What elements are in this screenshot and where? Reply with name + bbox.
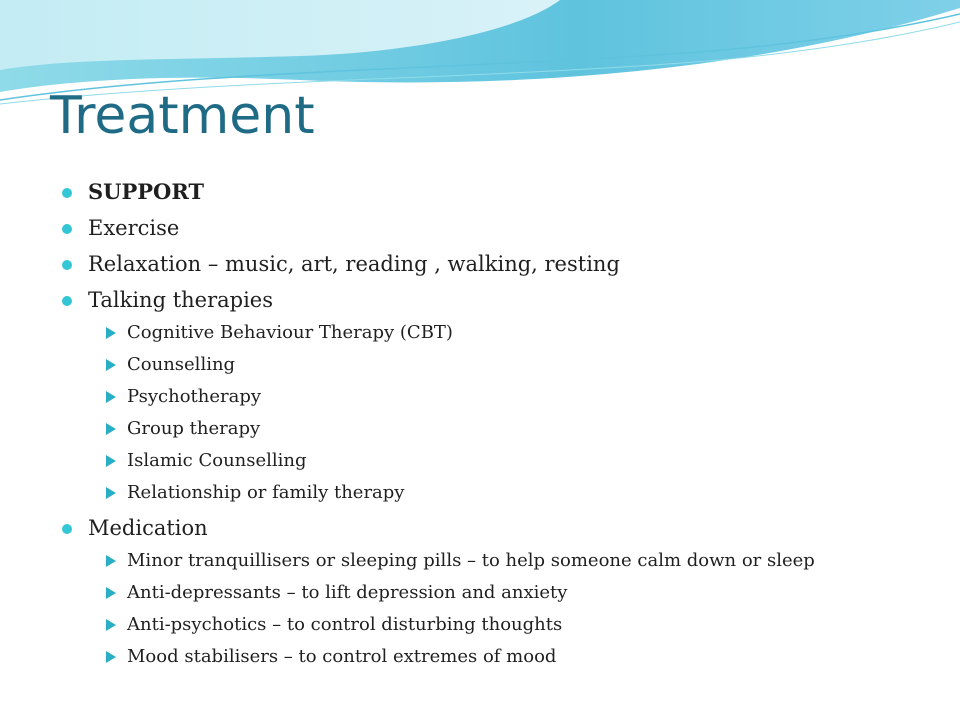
list-item-exercise <box>60 214 920 242</box>
bullet-icon <box>62 296 72 306</box>
sub-list-item <box>106 646 860 668</box>
arrow-bullet-icon <box>106 555 116 567</box>
arrow-bullet-icon <box>106 327 116 339</box>
sub-list-item <box>106 322 920 344</box>
list-item-label: Relaxation – music, art, reading , walking, resting <box>88 252 620 276</box>
sub-list-item-label: Counselling <box>127 354 236 375</box>
sub-list-item-label: Mood stabilisers – to control extremes of mood <box>127 646 557 667</box>
list-item-label: Talking therapies <box>88 288 274 312</box>
sub-list-item <box>106 614 860 636</box>
arrow-bullet-icon <box>106 423 116 435</box>
list-item-support <box>60 178 920 206</box>
list-item-label: SUPPORT <box>88 179 205 204</box>
sub-list-item <box>106 550 860 572</box>
bullet-icon <box>62 224 72 234</box>
list-item-label: Exercise <box>88 216 180 240</box>
bullet-icon <box>62 260 72 270</box>
sub-list-item <box>106 418 920 440</box>
sub-list-item-label: Anti-psychotics – to control disturbing thoughts <box>127 614 563 635</box>
page-title: Treatment <box>50 86 315 146</box>
sub-list-item-label: Relationship or family therapy <box>127 482 405 503</box>
sub-list-item-label: Anti-depressants – to lift depression and anxiety <box>127 582 568 603</box>
sub-list-item-label: Minor tranquillisers or sleeping pills – to help someone calm down or sleep <box>127 550 815 571</box>
list-item-medication <box>60 514 920 542</box>
arrow-bullet-icon <box>106 455 116 467</box>
bullet-icon <box>62 524 72 534</box>
sub-list-item <box>106 354 920 376</box>
arrow-bullet-icon <box>106 391 116 403</box>
sub-list-item-label: Group therapy <box>127 418 261 439</box>
list-item-talking-therapies <box>60 286 920 314</box>
arrow-bullet-icon <box>106 587 116 599</box>
sub-list-item-label: Cognitive Behaviour Therapy (CBT) <box>127 322 453 343</box>
arrow-bullet-icon <box>106 487 116 499</box>
sub-list-item-label: Islamic Counselling <box>127 450 307 471</box>
arrow-bullet-icon <box>106 651 116 663</box>
sub-list-item <box>106 450 920 472</box>
sub-list-item <box>106 582 860 604</box>
sub-list-item <box>106 386 920 408</box>
arrow-bullet-icon <box>106 619 116 631</box>
list-item-label: Medication <box>88 516 208 540</box>
sub-list-item <box>106 482 920 504</box>
bullet-list <box>60 178 920 678</box>
list-item-relaxation <box>60 250 920 278</box>
bullet-icon <box>62 188 72 198</box>
arrow-bullet-icon <box>106 359 116 371</box>
medication-sublist <box>60 550 920 668</box>
talking-therapies-sublist <box>60 322 920 504</box>
sub-list-item-label: Psychotherapy <box>127 386 262 407</box>
